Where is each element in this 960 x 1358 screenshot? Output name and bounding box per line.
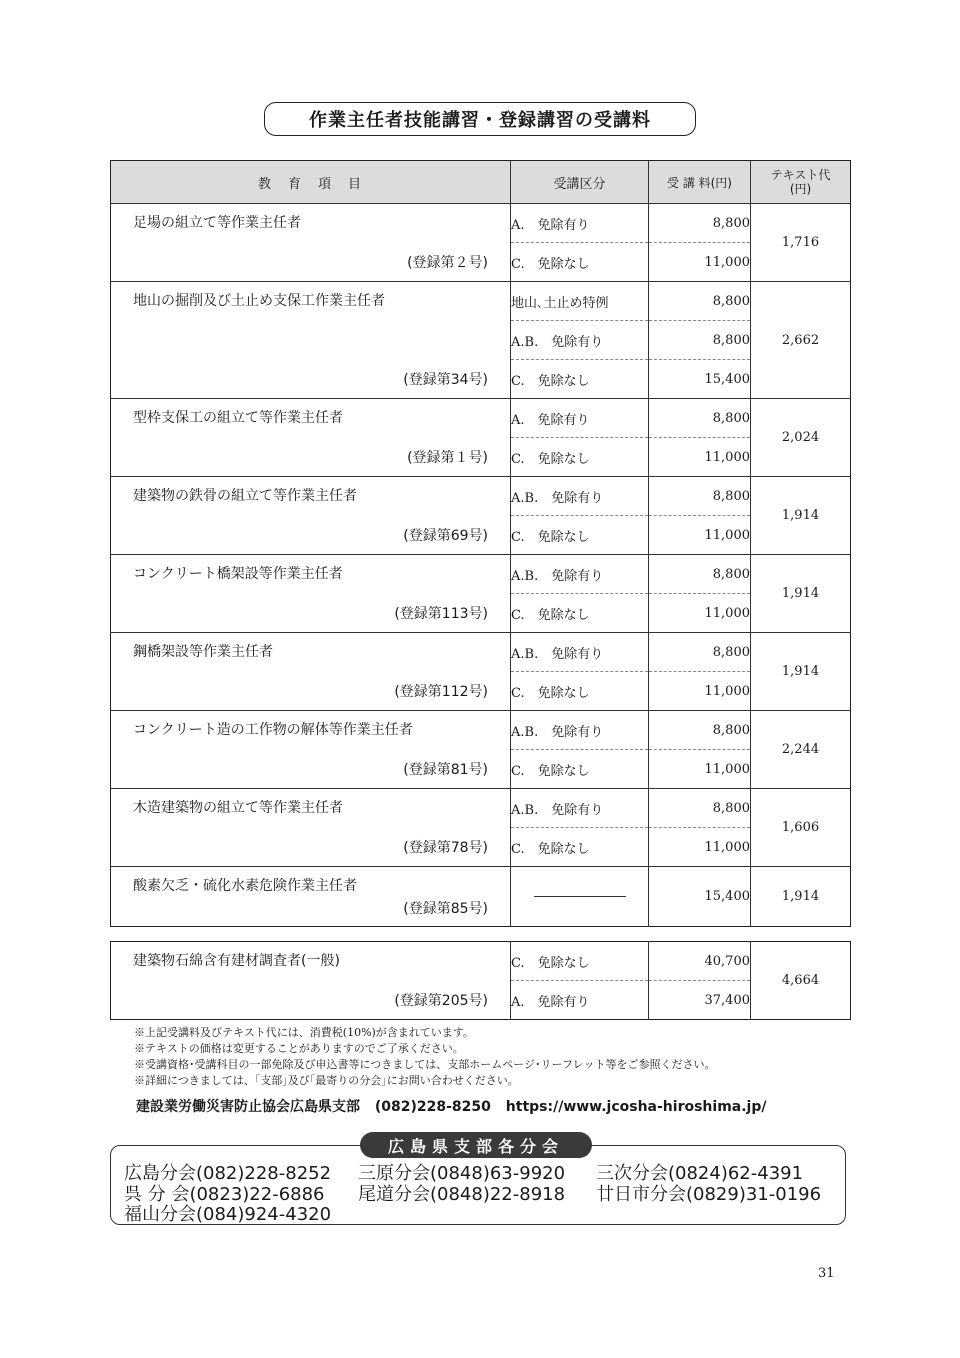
- course-fee: 15,400: [649, 867, 751, 927]
- table-row: [111, 942, 851, 981]
- course-item: [111, 867, 511, 927]
- course-registration: (登録第69号): [403, 528, 488, 544]
- course-category: 地山､土止め特例: [511, 282, 649, 321]
- branch-item: 福山分会(084)924-4320: [124, 1204, 332, 1225]
- course-category: C. 免除なし: [511, 942, 649, 981]
- course-name: 足場の組立て等作業主任者: [133, 215, 301, 231]
- course-fee: 8,800: [649, 477, 751, 516]
- course-name: コンクリート橋架設等作業主任者: [133, 566, 343, 582]
- course-item: [111, 633, 511, 711]
- course-fee: 37,400: [649, 981, 751, 1020]
- course-category: C. 免除なし: [511, 360, 649, 399]
- course-text-fee: 2,662: [751, 282, 851, 399]
- table-row: [111, 399, 851, 438]
- course-fee: 11,000: [649, 594, 751, 633]
- header-fee: 受 講 料(円): [649, 161, 751, 204]
- contact-tel: (082)228-8250: [374, 1099, 491, 1115]
- course-name: 地山の掘削及び土止め支保工作業主任者: [133, 293, 385, 309]
- course-item: [111, 399, 511, 477]
- table-row: [111, 789, 851, 828]
- header-category: 受講区分: [511, 161, 649, 204]
- course-registration: (登録第113号): [394, 606, 488, 622]
- course-registration: (登録第205号): [394, 993, 488, 1009]
- course-category: C. 免除なし: [511, 750, 649, 789]
- course-name: 建築物の鉄骨の組立て等作業主任者: [133, 488, 357, 504]
- course-fee: 15,400: [649, 360, 751, 399]
- course-item: [111, 555, 511, 633]
- page-title: 作業主任者技能講習・登録講習の受講料: [264, 102, 696, 136]
- table-row: [111, 711, 851, 750]
- fee-table-header: [111, 161, 851, 204]
- course-category: A.B. 免除有り: [511, 789, 649, 828]
- table-row: [111, 867, 851, 927]
- contact-url[interactable]: https://www.jcosha-hiroshima.jp/: [505, 1099, 767, 1115]
- course-category: A.B. 免除有り: [511, 477, 649, 516]
- branch-item: 呉 分 会(0823)22-6886: [124, 1184, 325, 1205]
- course-item: [111, 789, 511, 867]
- course-text-fee: 1,606: [751, 789, 851, 867]
- course-registration: (登録第112号): [394, 684, 488, 700]
- course-item: [111, 942, 511, 1020]
- note-line: ※上記受講料及びテキスト代には、消費税(10%)が含まれています。: [134, 1026, 474, 1039]
- header-item: 教 育 項 目: [111, 161, 511, 204]
- asbestos-fee-table: [110, 941, 851, 1020]
- page-number: 31: [818, 1266, 835, 1281]
- course-name: コンクリート造の工作物の解体等作業主任者: [133, 722, 413, 738]
- course-item: [111, 477, 511, 555]
- course-category: C. 免除なし: [511, 594, 649, 633]
- header-text-fee-line1: テキスト代: [770, 168, 831, 182]
- course-category: A.B. 免除有り: [511, 321, 649, 360]
- table-row: [111, 555, 851, 594]
- note-line: ※受講資格･受講科目の一部免除及び申込書等につきましては、支部ホームページ･リーフレット等をご参照ください。: [134, 1058, 716, 1071]
- course-name: 鋼橋架設等作業主任者: [133, 644, 273, 660]
- course-fee: 11,000: [649, 750, 751, 789]
- course-name: 型枠支保工の組立て等作業主任者: [133, 410, 343, 426]
- course-text-fee: 4,664: [751, 942, 851, 1020]
- course-category: A.B. 免除有り: [511, 555, 649, 594]
- course-category: C. 免除なし: [511, 438, 649, 477]
- course-category: C. 免除なし: [511, 672, 649, 711]
- course-fee: 8,800: [649, 282, 751, 321]
- branch-item: 広島分会(082)228-8252: [124, 1163, 332, 1184]
- branch-item: 廿日市分会(0829)31-0196: [596, 1184, 822, 1205]
- fee-table: [110, 160, 851, 927]
- course-fee: 11,000: [649, 438, 751, 477]
- branch-title: 広島県支部各分会: [360, 1132, 592, 1158]
- course-item: [111, 711, 511, 789]
- course-name: 酸素欠乏・硫化水素危険作業主任者: [133, 878, 357, 894]
- course-name: 木造建築物の組立て等作業主任者: [133, 800, 343, 816]
- course-fee: 11,000: [649, 672, 751, 711]
- course-fee: 40,700: [649, 942, 751, 981]
- course-fee: 8,800: [649, 204, 751, 243]
- course-fee: 8,800: [649, 789, 751, 828]
- course-category-none: [511, 867, 649, 927]
- course-category: C. 免除なし: [511, 828, 649, 867]
- table-row: [111, 282, 851, 321]
- course-registration: (登録第78号): [403, 840, 488, 856]
- table-row: [111, 204, 851, 243]
- notes: [134, 1025, 850, 1089]
- course-fee: 11,000: [649, 243, 751, 282]
- contact-org: 建設業労働災害防止協会広島県支部: [136, 1099, 360, 1115]
- course-category: C. 免除なし: [511, 243, 649, 282]
- course-text-fee: 2,024: [751, 399, 851, 477]
- dash-line: [534, 896, 626, 897]
- course-text-fee: 1,914: [751, 555, 851, 633]
- course-fee: 8,800: [649, 555, 751, 594]
- course-fee: 11,000: [649, 516, 751, 555]
- course-category: C. 免除なし: [511, 516, 649, 555]
- course-text-fee: 1,914: [751, 633, 851, 711]
- course-registration: (登録第85号): [403, 901, 488, 917]
- course-fee: 8,800: [649, 711, 751, 750]
- header-text-fee-line2: (円): [789, 182, 812, 196]
- course-fee: 8,800: [649, 633, 751, 672]
- course-fee: 8,800: [649, 399, 751, 438]
- table-row: [111, 633, 851, 672]
- course-fee: 8,800: [649, 321, 751, 360]
- branch-item: 尾道分会(0848)22-8918: [358, 1184, 566, 1205]
- course-text-fee: 2,244: [751, 711, 851, 789]
- course-registration: (登録第34号): [403, 372, 488, 388]
- branch-item: 三原分会(0848)63-9920: [358, 1163, 566, 1184]
- course-registration: (登録第２号): [407, 255, 488, 271]
- note-line: ※テキストの価格は変更することがありますのでご了承ください。: [134, 1042, 464, 1055]
- note-line: ※詳細につきましては、｢支部｣及び｢最寄りの分会｣にお問い合わせください。: [134, 1074, 519, 1087]
- course-text-fee: 1,716: [751, 204, 851, 282]
- course-category: A. 免除有り: [511, 981, 649, 1020]
- course-category: A. 免除有り: [511, 399, 649, 438]
- course-item: [111, 204, 511, 282]
- course-registration: (登録第１号): [407, 450, 488, 466]
- course-text-fee: 1,914: [751, 477, 851, 555]
- course-text-fee: 1,914: [751, 867, 851, 927]
- branch-item: 三次分会(0824)62-4391: [596, 1163, 804, 1184]
- course-category: A. 免除有り: [511, 204, 649, 243]
- course-item: [111, 282, 511, 399]
- table-row: [111, 477, 851, 516]
- course-category: A.B. 免除有り: [511, 711, 649, 750]
- course-registration: (登録第81号): [403, 762, 488, 778]
- course-name: 建築物石綿含有建材調査者(一般): [133, 953, 340, 969]
- contact-info: [136, 1096, 776, 1116]
- header-text-fee: [751, 161, 851, 204]
- course-category: A.B. 免除有り: [511, 633, 649, 672]
- course-fee: 11,000: [649, 828, 751, 867]
